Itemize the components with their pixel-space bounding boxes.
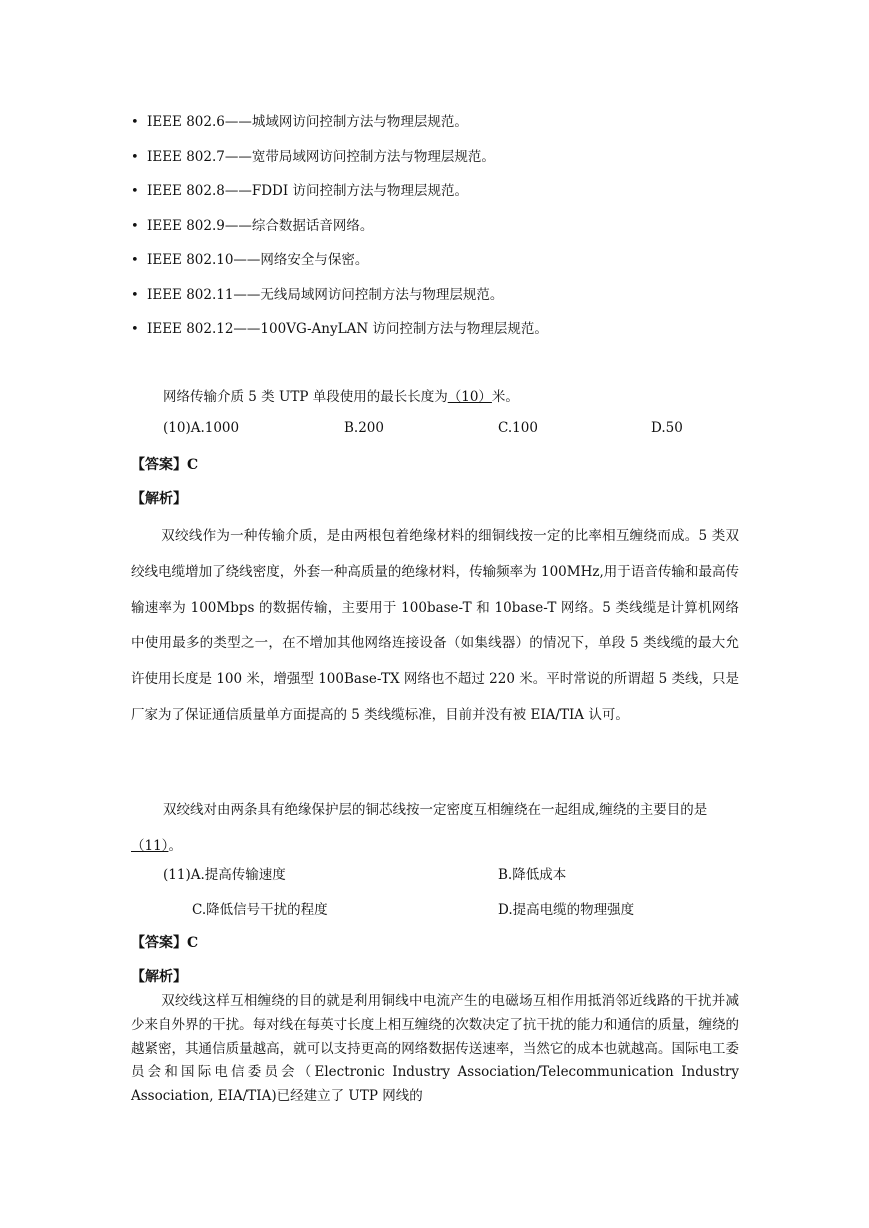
question-11-option-d: D.提高电缆的物理强度 [498,902,635,918]
question-10-option-d: D.50 [651,420,683,436]
bullet-icon: • [131,322,139,337]
question-11-stem: 双绞线对由两条具有绝缘保护层的铜芯线按一定密度互相缠绕在一起组成,缠绕的主要目的是（11）。 [131,802,708,854]
ieee-standards-list [131,110,751,352]
answer-label: 【答案】C [131,457,199,473]
list-item: • IEEE 802.11——无线局域网访问控制方法与物理层规范。 [131,283,751,318]
analysis-paragraph: 双绞线作为一种传输介质，是由两根包着绝缘材料的细铜线按一定的比率相互缠绕而成。5 类双绞线电缆增加了绕线密度，外套一种高质量的绝缘材料，传输频率为 100MHz,用于语音传输和最高传输速率为 100Mbps 的数据传输，主要用于 100base-T 和 10base-T 网络。5 类线缆是计算机网络中使用最多的类型之一，在不增加其他网络连接设备（如集线器）的情况下，单段 5 类线缆的最大允许使用长度是 100 米，增强型 100Base-TX 网络也不超过 220 米。平时常说的所谓超 5 类线，只是厂家为了保证通信质量单方面提高的 5 类线缆标准，目前并没有被 EIA/TIA 认可。 [131,528,739,723]
question-10-option-b: B.200 [344,420,384,436]
question-blank: （10） [447,389,492,405]
list-item: • IEEE 802.8——FDDI 访问控制方法与物理层规范。 [131,179,751,214]
analysis-label: 【解析】 [131,969,187,985]
bullet-icon: • [131,253,139,268]
list-item: • IEEE 802.6——城域网访问控制方法与物理层规范。 [131,110,751,145]
analysis-paragraph: 双绞线这样互相缠绕的目的就是利用铜线中电流产生的电磁场互相作用抵消邻近线路的干扰并减少来自外界的干扰。每对线在每英寸长度上相互缠绕的次数决定了抗干扰的能力和通信的质量，缠绕的越紧密，其通信质量越高，就可以支持更高的网络数据传送速率，当然它的成本也就越高。国际电工委员会和国际电信委员会（Electronic Industry Association/Telecommunication Industry Association, EIA/TIA)已经建立了 UTP 网线的 [131,993,739,1105]
bullet-icon: • [131,115,139,130]
question-11-option-a: (11)A.提高传输速度 [163,867,286,883]
question-10-stem: 网络传输介质 5 类 UTP 单段使用的最长长度为（10）米。 [163,389,519,405]
bullet-icon: • [131,184,139,199]
question-10-option-a: (10)A.1000 [163,420,240,436]
bullet-icon: • [131,218,139,234]
bullet-icon: • [131,149,139,165]
answer-label: 【答案】C [131,935,199,951]
list-item: • IEEE 802.7——宽带局域网访问控制方法与物理层规范。 [131,145,751,180]
analysis-label: 【解析】 [131,491,187,507]
list-item: • IEEE 802.10——网络安全与保密。 [131,248,751,283]
question-11-option-c: C.降低信号干扰的程度 [192,902,328,918]
question-blank: （11） [131,838,169,854]
list-item: • IEEE 802.9——综合数据话音网络。 [131,214,751,249]
bullet-icon: • [131,287,139,303]
list-item: • IEEE 802.12——100VG-AnyLAN 访问控制方法与物理层规范。 [131,317,751,352]
question-10-option-c: C.100 [498,420,538,436]
question-11-option-b: B.降低成本 [498,867,567,883]
